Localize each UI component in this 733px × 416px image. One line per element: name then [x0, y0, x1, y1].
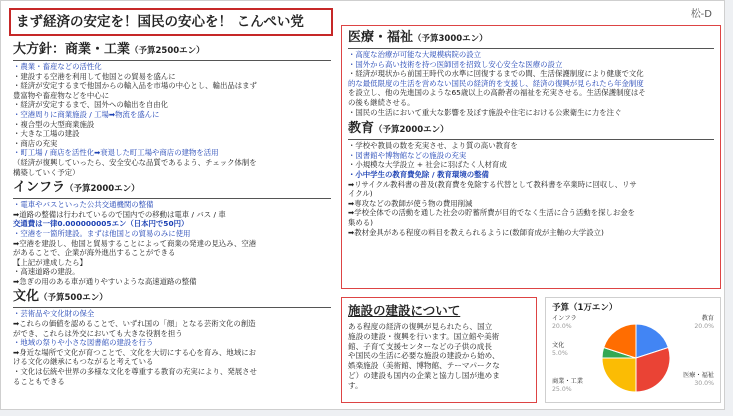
commerce-budget: （予算2500エン） [130, 46, 205, 56]
infra-divider [13, 198, 331, 199]
education-line: ➡学校全体での活動を通した社会の貯蓄所費が目的でなく生活に合う活動を探しお金を [348, 208, 636, 218]
medical-line: の後も継続させる。 [348, 97, 415, 107]
commerce-line: 豊富物や畜産物などを中心に [13, 90, 110, 100]
pie-label-culture-pct: 5.0% [552, 349, 568, 357]
pie-label-commerce-pct: 25.0% [552, 385, 572, 393]
commerce-line: （経済が復興していったら、安全安心な品質であるよう、チェック体制を [13, 157, 257, 167]
medical-heading [348, 29, 714, 48]
medical-line: ・国外から高い技術を持つ医師団を招致し安心安全な医療の設立 [348, 59, 563, 69]
commerce-line: ・商店の充実 [13, 138, 58, 148]
pie-label-infra-name: インフラ [552, 315, 577, 322]
infra-line: ・高速道路の建設。 [13, 267, 80, 277]
education-line: ➡教材金具がある程度の料目を教えられるように(数師育成が主軸の大学設立) [348, 227, 604, 237]
commerce-heading [13, 41, 331, 60]
left-column [13, 41, 331, 403]
facility-line: や国民の生活に必要な施設の建設から始め、 [348, 351, 500, 361]
infra-title: インフラ [13, 180, 66, 196]
pie-label-culture [552, 342, 568, 357]
infra-line: ➡急ぎの用のある車が通りやすいような高速道路の整備 [13, 276, 197, 286]
infra-line: ➡道路の整備は行われているので国内での移動は電車 / バス / 車 [13, 209, 226, 219]
pie-label-education-name: 教育 [701, 315, 714, 322]
commerce-line: ・建設する空港を利用して他国との貿易を盛んに [13, 71, 176, 81]
commerce-line: ・空港周りに商業施設 / 工場➡物流を盛んに [13, 109, 160, 119]
culture-divider [13, 307, 331, 308]
infra-line: ・空港を一箇所建設。まずは他国との貿易のみに使用 [13, 228, 191, 238]
medical-budget: （予算3000エン） [413, 34, 488, 44]
culture-line: ができ、これらは外交においても大きな役割を担う [13, 328, 183, 338]
culture-heading [13, 288, 331, 307]
infra-heading [13, 179, 331, 198]
medical-divider [348, 48, 714, 49]
education-heading [348, 120, 714, 139]
education-line: ・学校や教員の数を充実させ、より質の高い教育を [348, 141, 518, 151]
pie-label-education-pct: 20.0% [694, 322, 714, 330]
culture-line: ける文化の継承にもつながると考えている [13, 357, 154, 367]
education-line: ➡リサイクル教科書の普及(教育費を免除する代替として教科書を卒業時に回収し、リサ [348, 179, 637, 189]
budget-chart-panel [545, 297, 721, 403]
pie-label-infra [552, 315, 577, 330]
culture-line: ・文化は伝統や世界の多様な文化を尊重する教育の充実により、発展させ [13, 367, 257, 377]
commerce-line: ・大きな工場の建設 [13, 129, 80, 139]
education-line: ・小中学生の教育費免除 / 教育環境の整備 [348, 169, 489, 179]
medical-line: ・経済が現状から前国王時代の水準に回復するまでの間、生活保護制度により健康で文化 [348, 69, 644, 79]
culture-budget: （予算500エン） [39, 293, 108, 304]
facility-line: 施設の建設・復興を行います。国立館や美術 [348, 331, 500, 341]
pie-label-medical-name: 医療・福祉 [683, 372, 714, 379]
budget-chart-title: 予算（1万エン） [552, 303, 618, 313]
infra-line: ・電車やバスといった公共交通機関の整備 [13, 200, 154, 210]
culture-title: 文化 [13, 289, 40, 305]
commerce-section [13, 41, 331, 177]
commerce-line: 構築していく予定） [13, 167, 80, 177]
infra-line: があることで、企業が海外進出することができる [13, 248, 176, 258]
culture-line: ➡これらの価値を認めることで、いずれ国の「顔」となる芸術文化の創造 [13, 319, 256, 329]
medical-line: ・高度な治療が可能な大規模病院の設立 [348, 50, 482, 59]
pie-label-medical-pct: 30.0% [694, 379, 714, 387]
pie-label-commerce-name: 商業・工業 [552, 378, 583, 385]
culture-line: ➡身近な場所で文化が育つことで、文化を大切にする心を育み、地域にお [13, 347, 256, 357]
culture-line: ることもできる [13, 376, 65, 386]
infra-section [13, 179, 331, 286]
commerce-divider [13, 60, 331, 61]
culture-line: ・芸術品や文化財の保全 [13, 309, 95, 319]
medical-education-panel [341, 25, 721, 289]
facility-line: す。 [348, 380, 363, 390]
facility-line: 館、子育て支援センターなどの子供の成長 [348, 341, 492, 351]
education-line: イクル) [348, 189, 373, 199]
pie-label-infra-pct: 20.0% [552, 322, 572, 330]
party-slogan: まず経済の安定を！国民の安心を！ こんぺい党 [9, 8, 333, 36]
facility-line: 娯楽施設（美術館、博物館、テーマパークな [348, 361, 500, 371]
commerce-line: ・経済が安定するまで他国からの輸入品を市場の中心とし、輸出品はまず [13, 81, 257, 91]
infra-line: 【上記が達成したら】 [13, 257, 87, 267]
education-divider [348, 139, 714, 140]
education-line: ・小規模な大学設立 + 社会に羽ばたく人材育成 [348, 160, 507, 170]
medical-line: ・国民の生活において重大な影響を及ぼす施設や住宅における公衆衛生に力を注ぐ [348, 107, 622, 117]
culture-line: ・地域の祭りや小さな図書館の建設を行う [13, 338, 154, 348]
education-line: 集める) [348, 217, 374, 227]
pie-label-culture-name: 文化 [552, 342, 565, 349]
culture-section [13, 288, 331, 386]
education-line: ➡専攻などの教師が使う物の費用削減 [348, 198, 473, 208]
medical-title: 医療・福祉 [348, 30, 414, 45]
education-title: 教育 [348, 121, 375, 137]
commerce-line: ・農業・畜産などの活性化 [13, 62, 102, 71]
facility-body [348, 322, 530, 391]
facility-panel [341, 297, 537, 403]
pie-label-medical [683, 372, 714, 387]
commerce-line: ・複合型の大型商業施設 [13, 119, 95, 129]
infra-line: ➡空港を建設し、他国と貿易することによって商業の発達の見込み、空港 [13, 238, 257, 248]
education-line: ・図書館や博物館などの施設の充実 [348, 150, 467, 160]
facility-line: ど）の建設も国内の企業と協力し国が進めま [348, 370, 500, 380]
infra-budget: （予算2000エン） [65, 184, 140, 195]
pie-label-commerce [552, 378, 583, 393]
sheet-tag: 松-D [690, 9, 712, 20]
facility-title: 施設の建設について [348, 303, 461, 318]
pie-slice-2 [602, 358, 636, 392]
facility-line: ある程度の経済の復興が見られたら、国立 [348, 322, 493, 331]
commerce-title: 大方針：商業・工業 [13, 42, 131, 57]
infra-line: 交通費は一律0.000000005エン（日本円で50円） [13, 219, 189, 229]
medical-line: を設立し、他の先進国のような65歳以上の高齢者の福祉を充実させる。生活保護制度はそ [348, 88, 646, 98]
education-budget: （予算2000エン） [374, 125, 449, 136]
commerce-line: ・経済が安定するまで、国外への輸出を自由化 [13, 100, 169, 110]
pie-label-education [694, 315, 714, 330]
medical-line: 的な最低限度の生活を営めない国民の経済的を支援し、経済の復興が見られたら年金制度 [348, 78, 644, 88]
commerce-line: ・町工場 / 商店を活性化➡衰退した町工場や商店の建物を活用 [13, 148, 219, 158]
